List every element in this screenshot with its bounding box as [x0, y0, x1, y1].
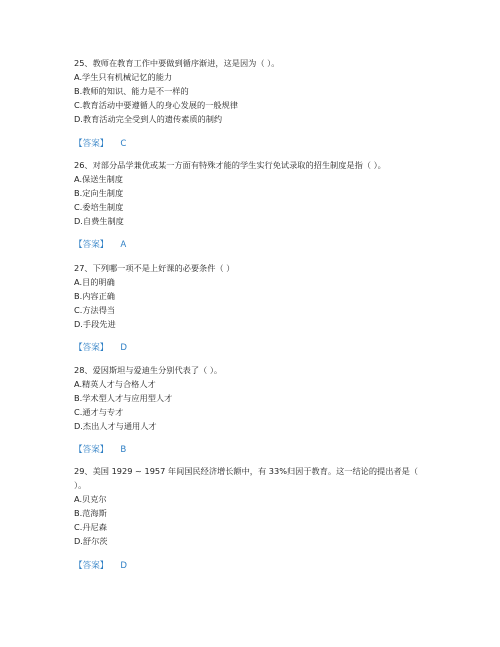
option-d: D.舒尔茨 — [74, 536, 108, 546]
question-29 — [74, 464, 432, 548]
answer-label: 【答案】 — [74, 561, 109, 571]
option-c: C.委培生制度 — [74, 202, 124, 212]
option-d: D.教育活动完全受到人的遗传素质的制约 — [74, 114, 223, 124]
option-a: A.学生只有机械记忆的能力 — [74, 72, 173, 82]
question-title: 28、爱因斯坦与爱迪生分别代表了（ ）。 — [74, 365, 223, 375]
answer-25 — [74, 137, 126, 149]
answer-value: D — [120, 343, 128, 353]
answer-28 — [74, 443, 126, 455]
answer-value: C — [120, 139, 127, 149]
option-c: C.方法得当 — [74, 305, 116, 315]
option-b: B.范海斯 — [74, 508, 107, 518]
option-c: C.教育活动中要遵循人的身心发展的一般规律 — [74, 100, 238, 110]
option-d: D.自费生制度 — [74, 216, 124, 226]
answer-value: D — [120, 561, 128, 571]
question-25 — [74, 56, 444, 126]
option-a: A.目的明确 — [74, 277, 115, 287]
answer-label: 【答案】 — [74, 445, 109, 455]
question-title: 29、美国 1929 ~ 1957 年间国民经济增长额中，有 33%归因于教育。这一结论的提出者是（ ）。 — [74, 466, 418, 490]
option-b: B.定向生制度 — [74, 188, 124, 198]
question-28 — [74, 363, 444, 433]
option-a: A.贝克尔 — [74, 494, 107, 504]
option-c: C.通才与专才 — [74, 407, 124, 417]
answer-label: 【答案】 — [74, 139, 109, 149]
option-b: B.学术型人才与应用型人才 — [74, 393, 173, 403]
question-27 — [74, 261, 444, 331]
answer-29 — [74, 559, 127, 571]
answer-label: 【答案】 — [74, 240, 109, 250]
answer-value: B — [120, 445, 127, 455]
question-title: 27、下列哪一项不是上好课的必要条件（ ） — [74, 263, 235, 273]
answer-26 — [74, 238, 126, 250]
option-b: B.教师的知识、能力是不一样的 — [74, 86, 189, 96]
answer-value: A — [120, 240, 127, 250]
question-title: 25、教师在教育工作中要做到循序渐进，这是因为（ ）。 — [74, 58, 280, 68]
option-d: D.手段先进 — [74, 319, 116, 329]
question-title: 26、对部分品学兼优或某一方面有特殊才能的学生实行免试录取的招生制度是指（ ）。 — [74, 160, 386, 170]
option-b: B.内容正确 — [74, 291, 115, 301]
option-c: C.丹尼森 — [74, 522, 107, 532]
option-a: A.保送生制度 — [74, 174, 123, 184]
answer-27 — [74, 341, 127, 353]
option-d: D.杰出人才与通用人才 — [74, 421, 157, 431]
option-a: A.精英人才与合格人才 — [74, 379, 156, 389]
answer-label: 【答案】 — [74, 343, 109, 353]
question-26 — [74, 158, 444, 228]
